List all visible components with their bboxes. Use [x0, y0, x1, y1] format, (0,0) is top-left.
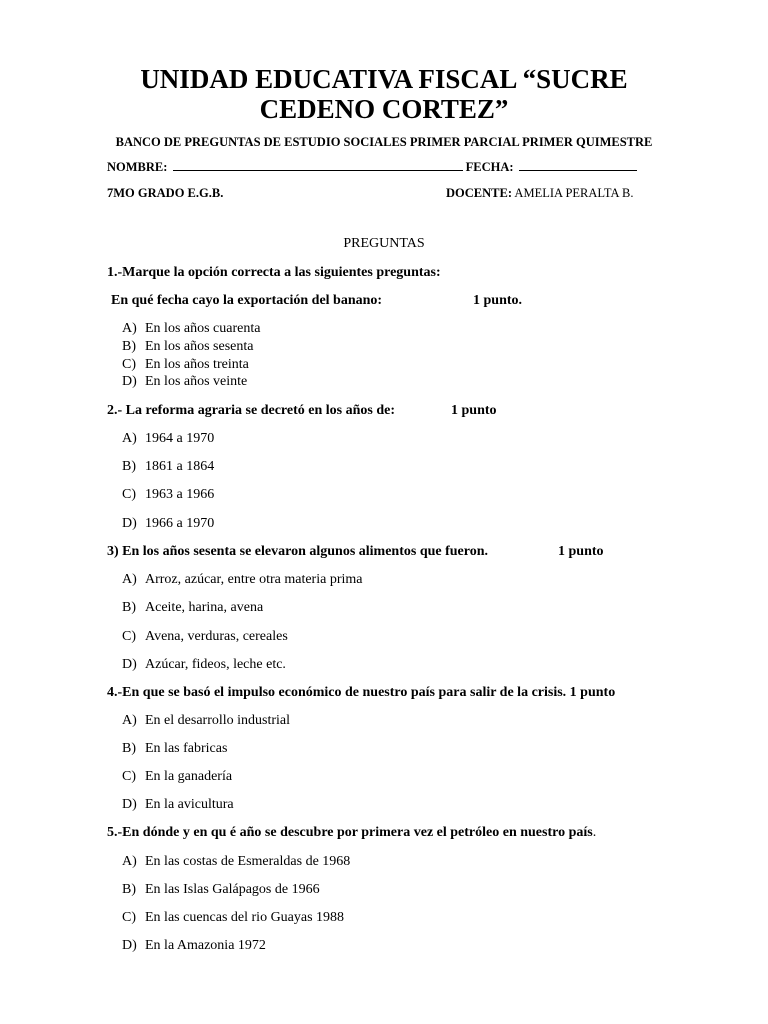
option-letter: A): [122, 854, 137, 869]
option-text: Aceite, harina, avena: [145, 600, 264, 615]
option-text: 1963 a 1966: [145, 487, 215, 502]
option-text: En los años sesenta: [145, 339, 254, 354]
option-letter: C): [122, 357, 136, 372]
name-label: NOMBRE:: [107, 160, 168, 174]
question-3-option-b[interactable]: [122, 600, 263, 616]
option-text: En los años treinta: [145, 357, 249, 372]
teacher-row: [446, 186, 633, 201]
option-letter: C): [122, 910, 136, 925]
option-text: En las costas de Esmeraldas de 1968: [145, 854, 351, 869]
question-5-option-b[interactable]: [122, 882, 320, 898]
question-3-points: 1 punto: [558, 544, 604, 559]
question-2-points: 1 punto: [451, 403, 497, 418]
option-text: 1964 a 1970: [145, 431, 215, 446]
question-5-text: 5.-En dónde y en qu é año se descubre por primera vez el petróleo en nuestro país.: [107, 825, 597, 840]
document-subtitle: BANCO DE PREGUNTAS DE ESTUDIO SOCIALES PRIMER PARCIAL PRIMER QUIMESTRE: [115, 135, 653, 149]
option-letter: D): [122, 516, 137, 531]
option-text: Avena, verduras, cereales: [145, 629, 288, 644]
option-text: En los años cuarenta: [145, 321, 261, 336]
question-4-option-b[interactable]: [122, 741, 227, 757]
option-text: 1966 a 1970: [145, 516, 215, 531]
option-letter: C): [122, 487, 136, 502]
name-date-row: [107, 159, 637, 175]
question-3-option-a[interactable]: [122, 572, 362, 588]
question-2-option-c[interactable]: [122, 487, 214, 503]
option-text: 1861 a 1864: [145, 459, 215, 474]
option-letter: A): [122, 713, 137, 728]
instruction-text: 1.-Marque la opción correcta a las siguientes preguntas:: [107, 265, 441, 280]
question-4-option-c[interactable]: [122, 769, 232, 785]
document-title: [100, 64, 668, 124]
question-2-text: 2.- La reforma agraria se decretó en los años de:: [107, 403, 395, 418]
question-3-option-d[interactable]: [122, 657, 286, 673]
option-letter: A): [122, 431, 137, 446]
option-letter: D): [122, 938, 137, 953]
option-letter: B): [122, 459, 136, 474]
option-letter: D): [122, 797, 137, 812]
option-text: En las fabricas: [145, 741, 228, 756]
question-5-option-c[interactable]: [122, 910, 344, 926]
question-4-option-a[interactable]: [122, 713, 290, 729]
option-letter: B): [122, 600, 136, 615]
question-1-option-b[interactable]: [122, 339, 253, 355]
question-1-option-a[interactable]: [122, 321, 260, 337]
question-1-option-d[interactable]: [122, 374, 247, 390]
title-line-2: CEDENO CORTEZ”: [259, 94, 509, 124]
option-text: En la avicultura: [145, 797, 234, 812]
name-field-line[interactable]: [173, 159, 463, 171]
option-text: En las Islas Galápagos de 1966: [145, 882, 320, 897]
option-letter: B): [122, 741, 136, 756]
teacher-label: DOCENTE:: [446, 186, 512, 200]
option-letter: A): [122, 572, 137, 587]
question-1-text: En qué fecha cayo la exportación del banano:: [111, 293, 383, 308]
option-letter: C): [122, 629, 136, 644]
question-2-option-a[interactable]: [122, 431, 214, 447]
option-text: En el desarrollo industrial: [145, 713, 291, 728]
option-text: En los años veinte: [145, 374, 248, 389]
teacher-name: AMELIA PERALTA B.: [514, 186, 634, 200]
title-line-1: UNIDAD EDUCATIVA FISCAL “SUCRE: [140, 64, 628, 94]
option-text: En la Amazonia 1972: [145, 938, 266, 953]
question-1-points: 1 punto.: [473, 293, 523, 308]
option-letter: D): [122, 657, 137, 672]
question-5-text-content: 5.-En dónde y en qu é año se descubre por primera vez el petróleo en nuestro país: [107, 825, 593, 840]
option-text: En las cuencas del rio Guayas 1988: [145, 910, 345, 925]
question-2-option-d[interactable]: [122, 516, 214, 532]
option-letter: A): [122, 321, 137, 336]
question-5-option-a[interactable]: [122, 854, 350, 870]
option-letter: B): [122, 339, 136, 354]
question-4-option-d[interactable]: [122, 797, 234, 813]
option-letter: D): [122, 374, 137, 389]
questions-heading: PREGUNTAS: [343, 236, 425, 251]
question-5-option-d[interactable]: [122, 938, 266, 954]
option-text: Arroz, azúcar, entre otra materia prima: [145, 572, 363, 587]
question-3-text: 3) En los años sesenta se elevaron algunos alimentos que fueron.: [107, 544, 489, 559]
question-3-option-c[interactable]: [122, 629, 288, 645]
option-text: En la ganadería: [145, 769, 233, 784]
option-letter: B): [122, 882, 136, 897]
date-field-line[interactable]: [519, 159, 637, 171]
grade-label: 7MO GRADO E.G.B.: [107, 186, 224, 200]
question-1-option-c[interactable]: [122, 357, 249, 373]
question-4-text: 4.-En que se basó el impulso económico de nuestro país para salir de la crisis. 1 punto: [107, 685, 616, 700]
option-text: Azúcar, fideos, leche etc.: [145, 657, 286, 672]
option-letter: C): [122, 769, 136, 784]
date-label: FECHA:: [465, 160, 514, 174]
question-2-option-b[interactable]: [122, 459, 214, 475]
